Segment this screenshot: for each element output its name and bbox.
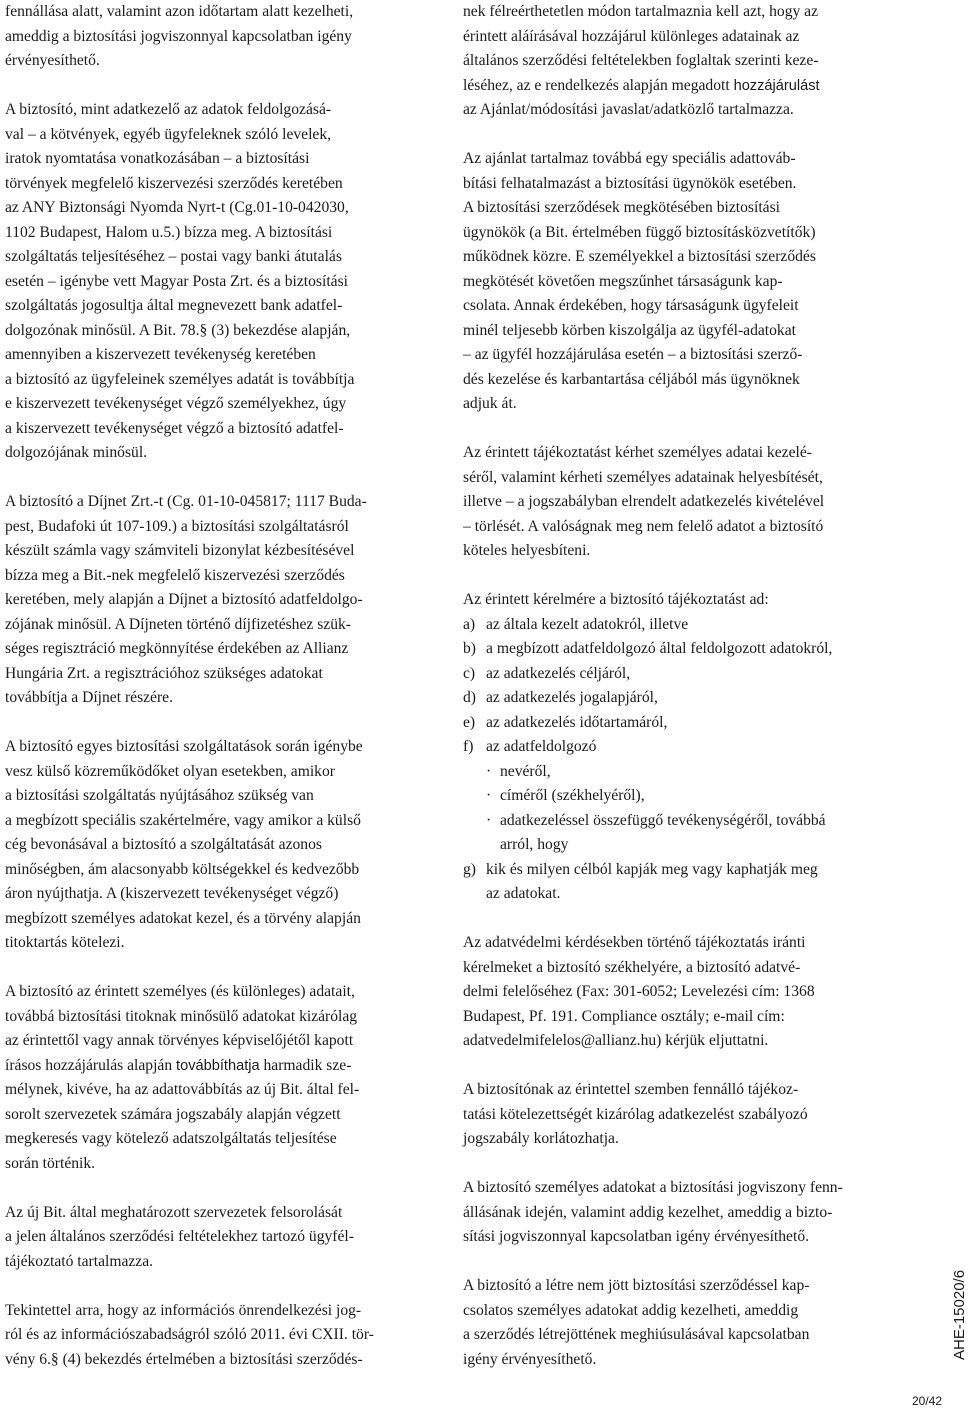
text-line: érvényesíthető. [5, 52, 100, 69]
list-item [463, 613, 893, 638]
paragraph [5, 0, 435, 74]
emphasis-word: továbbíthatja [176, 1057, 260, 1074]
list-item [463, 686, 893, 711]
list-item [463, 637, 893, 662]
text-line: mélynek, kivéve, ha az adattovábbítás az új Bit. által fel- [5, 1081, 360, 1098]
text-line: továbbá biztosítási titoknak minősülő adatokat kizárólag [5, 1007, 358, 1025]
text-line: bízza meg a Bit.-nek megfelelő kiszervezési szerződés [5, 566, 345, 584]
text-line: fennállása alatt, valamint azon időtartam alatt kezelheti, [5, 3, 354, 20]
text-line: az érintettől vagy annak törvényes képviselőjétől kapott [5, 1032, 354, 1049]
text-line: állásának idején, valamint addig kezelhet, ameddig a bizto- [463, 1203, 833, 1221]
text-line: cég bevonásával a biztosító a szolgáltatását azonos [5, 836, 322, 853]
text-line [463, 74, 893, 99]
text-line: A biztosító egyes biztosítási szolgáltatások során igénybe [5, 738, 363, 755]
text-line: általános szerződési feltételekben foglaltak szerinti keze- [463, 52, 819, 69]
list-item [463, 735, 893, 760]
text-line: val – a kötvények, egyéb ügyfeleknek szóló levelek, [5, 125, 332, 143]
paragraph [5, 98, 435, 466]
sublist-text: arról, hogy [500, 836, 569, 853]
text-line: A biztosítónak az érintettel szemben fennálló tájékoz- [463, 1081, 799, 1098]
text-line: – törlését. A valóságnak meg nem felelő adatot a biztosító [463, 517, 824, 535]
sublist-item [463, 760, 893, 785]
list-text: az adatkezelés időtartamáról, [486, 713, 668, 731]
text-line: tatási kötelezettségét kizárólag adatkezelést szabályozó [463, 1105, 808, 1123]
paragraph [463, 0, 893, 123]
list-letter: b) [463, 640, 476, 657]
text-line: működnek közre. E személyekkel a biztosítási szerződés [463, 248, 816, 265]
list-text: kik és milyen célból kapják meg vagy kaphatják meg [486, 860, 818, 878]
text-line: Az ajánlat tartalmaz továbbá egy speciális adattováb- [463, 150, 796, 167]
paragraph [5, 735, 435, 956]
text-line: kérelmeket a biztosító székhelyére, a biztosító adatvé- [463, 958, 801, 976]
sublist-item [463, 784, 893, 809]
text-line: törvények megfelelő kiszervezési szerződés keretében [5, 174, 343, 192]
text-line: Hungária Zrt. a regisztrációhoz szükséges adatokat [5, 664, 323, 682]
text-line: a kiszervezett tevékenységet végző a biztosító adatfel- [5, 419, 344, 437]
list-intro: Az érintett kérelmére a biztosító tájékoztatást ad: [463, 591, 769, 608]
text-line: készült számla vagy számviteli bizonylat kézbesítésével [5, 542, 355, 559]
text-line: sorolt szervezetek számára jogszabály alapján végzett [5, 1105, 341, 1123]
text-line: jogszabály korlátozhatja. [463, 1130, 619, 1147]
text-line: áron nyújthatja. A (kiszervezett tevékenységet végző) [5, 885, 339, 902]
text-line: zójának minősül. A Díjneten történő díjfizetéshez szük- [5, 615, 352, 633]
text-line: az Ajánlat/módosítási javaslat/adatközlő tartalmazza. [463, 101, 794, 118]
text-line: A biztosítási szerződések megkötésében biztosítási [463, 199, 780, 216]
page-number: 20/42 [911, 1394, 942, 1408]
sublist-item [463, 809, 893, 834]
paragraph [5, 980, 435, 1176]
left-column [5, 0, 435, 1397]
list-letter: a) [463, 615, 476, 633]
text-line: séges regisztráció megkönnyítése érdekében az Allianz [5, 640, 349, 657]
text-line: igény érvényesíthető. [463, 1350, 597, 1368]
text-line: dés kezelése és karbantartása céljából más ügynöknek [463, 370, 800, 388]
text-line: e kiszervezett tevékenységet végző személyekhez, úgy [5, 395, 347, 412]
text-line: ról és az információszabadságról szóló 2011. évi CXII. tör- [5, 1326, 374, 1343]
text-line: adatvedelmifelelos@allianz.hu) kérjük eljuttatni. [463, 1032, 769, 1049]
bullet-dot: · [486, 762, 492, 780]
sublist-text: címéről (székhelyéről), [500, 787, 645, 804]
text-line: – az ügyfél hozzájárulása esetén – a biztosítási szerző- [463, 346, 803, 363]
paragraph [463, 147, 893, 417]
text-line: 1102 Budapest, Halom u.5.) bízza meg. A biztosítási [5, 223, 333, 241]
list-item [463, 711, 893, 736]
paragraph [5, 1299, 435, 1373]
text-line: adjuk át. [463, 395, 517, 412]
text-line: séről, valamint kérheti személyes adatainak helyesbítését, [463, 468, 823, 486]
text-line: írásos hozzájárulás alapján továbbíthatja harmadik sze- [5, 1056, 352, 1074]
text-line: iratok nyomtatása vonatkozásában – a biztosítási [5, 150, 310, 167]
text-line: megkeresés vagy kötelező adatszolgáltatás teljesítése [5, 1130, 337, 1147]
text-line: A biztosító személyes adatokat a biztosítási jogviszony fenn- [463, 1179, 843, 1196]
text-line: szolgáltatás jogosultja által megnevezett bank adatfel- [5, 297, 343, 314]
text-line: dolgozónak minősül. A Bit. 78.§ (3) bekezdése alapján, [5, 321, 351, 339]
sublist-item [463, 833, 893, 858]
text-line: a biztosítási szolgáltatás nyújtásához szükség van [5, 787, 314, 804]
list-letter: d) [463, 689, 476, 706]
text-line: A biztosító az érintett személyes (és különleges) adatait, [5, 983, 355, 1000]
sublist [463, 760, 893, 858]
paragraph [463, 1274, 893, 1372]
text-line: tájékoztató tartalmazza. [5, 1252, 154, 1270]
info-request-list [463, 588, 893, 907]
text-line: során történik. [5, 1154, 96, 1172]
text-line: a jelen általános szerződési feltételekhez tartozó ügyfél- [5, 1228, 354, 1245]
text-line: A biztosító, mint adatkezelő az adatok feldolgozásá- [5, 101, 332, 118]
list-text: az általa kezelt adatokról, illetve [486, 615, 689, 633]
text-line: A biztosító a létre nem jött biztosítási szerződéssel kap- [463, 1277, 810, 1294]
text-line: megbízott személyes adatokat kezel, és a törvény alapján [5, 909, 361, 927]
text-line: a megbízott speciális szakértelmére, vagy amikor a külső [5, 811, 361, 829]
paragraph [463, 931, 893, 1054]
paragraph [5, 1201, 435, 1275]
paragraph [463, 1176, 893, 1250]
text-line: Az adatvédelmi kérdésekben történő tájékoztatás iránti [463, 934, 806, 951]
list-item-continuation: az adatokat. [486, 885, 561, 902]
list-text: az adatkezelés jogalapjáról, [486, 689, 658, 706]
text-line: dolgozójának minősül. [5, 444, 148, 461]
sublist-text: adatkezeléssel összefüggő tevékenységéről, továbbá [500, 811, 826, 829]
bullet-dot: · [486, 811, 492, 829]
text-line: Az új Bit. által meghatározott szervezetek felsorolását [5, 1203, 343, 1221]
text-line: vesz külső közreműködőket olyan esetekben, amikor [5, 762, 335, 780]
list-item [463, 662, 893, 687]
text-fragment: léséhez, az e rendelkezés alapján megadott [463, 76, 734, 94]
text-line: megkötését követően megszűnhet társaságunk kap- [463, 272, 783, 290]
text-line: titoktartás kötelezi. [5, 934, 125, 951]
text-line: Az érintett tájékoztatást kérhet személyes adatai kezelé- [463, 444, 812, 461]
document-code: AHE-15020/6 [951, 1269, 968, 1360]
text-line: köteles helyesbíteni. [463, 542, 591, 559]
text-line: érintett aláírásával hozzájárul különleges adatainak az [463, 27, 800, 45]
text-line: a biztosító az ügyfeleinek személyes adatát is továbbítja [5, 370, 355, 388]
text-line: az ANY Biztonsági Nyomda Nyrt-t (Cg.01-10-042030, [5, 199, 349, 216]
text-line: amennyiben a kiszervezett tevékenység keretében [5, 346, 316, 363]
text-line: Tekintettel arra, hogy az információs önrendelkezési jog- [5, 1301, 362, 1319]
paragraph [463, 441, 893, 564]
text-line: illetve – a jogszabályban elrendelt adatkezelés kivételével [463, 493, 825, 510]
sublist-text: nevéről, [500, 762, 551, 780]
right-column [463, 0, 893, 1397]
list-letter: g) [463, 860, 476, 878]
paragraph [5, 490, 435, 711]
text-line: esetén – igénybe vett Magyar Posta Zrt. és a biztosítási [5, 272, 348, 290]
list-text: az adatfeldolgozó [486, 738, 597, 755]
text-line: csolatos személyes adatokat addig kezelheti, ameddig [463, 1301, 799, 1319]
text-line: nek félreérthetetlen módon tartalmaznia kell azt, hogy az [463, 3, 819, 20]
text-line: bítási felhatalmazást a biztosítási ügynökök esetében. [463, 174, 797, 192]
list-letter: e) [463, 713, 476, 731]
text-line: a szerződés létrejöttének meghiúsulásával kapcsolatban [463, 1326, 810, 1343]
text-line: ügynökök (a Bit. értelmében függő biztosításközvetítők) [463, 223, 816, 241]
text-line: Budapest, Pf. 191. Compliance osztály; e-mail cím: [463, 1007, 785, 1025]
list-letter: f) [463, 738, 474, 755]
text-line: vény 6.§ (4) bekezdés értelmében a biztosítási szerződés- [5, 1350, 363, 1368]
list-item [463, 858, 893, 883]
text-line: minőségben, ám alacsonyabb költségekkel és kedvezőbb [5, 860, 360, 878]
text-line: csolata. Annak érdekében, hogy társaságunk ügyfeleit [463, 297, 799, 314]
text-line: minél teljesebb körben kiszolgálja az ügyfél-adatokat [463, 321, 796, 339]
list-letter: c) [463, 664, 476, 682]
list-text: a megbízott adatfeldolgozó által feldolgozott adatokról, [486, 640, 833, 657]
text-line: ameddig a biztosítási jogviszonnyal kapcsolatban igény [5, 27, 352, 45]
text-line: szolgáltatás teljesítéséhez – postai vagy banki átutalás [5, 248, 342, 265]
paragraph [463, 1078, 893, 1152]
text-line: keretében, mely alapján a Díjnet a biztosító adatfeldolgo- [5, 591, 363, 608]
list [463, 613, 893, 760]
text-line: pest, Budafoki út 107-109.) a biztosítási szolgáltatásról [5, 517, 349, 535]
text-line: továbbítja a Díjnet részére. [5, 689, 173, 706]
bullet-dot: · [486, 787, 492, 804]
emphasis-word: hozzájárulást [733, 77, 820, 94]
text-line: A biztosító a Díjnet Zrt.-t (Cg. 01-10-045817; 1117 Buda- [5, 493, 367, 510]
text-line: sítási jogviszonnyal kapcsolatban igény érvényesíthető. [463, 1228, 810, 1245]
text-line: delmi felelőséhez (Fax: 301-6052; Levelezési cím: 1368 [463, 983, 815, 1000]
list-text: az adatkezelés céljáról, [486, 664, 631, 682]
